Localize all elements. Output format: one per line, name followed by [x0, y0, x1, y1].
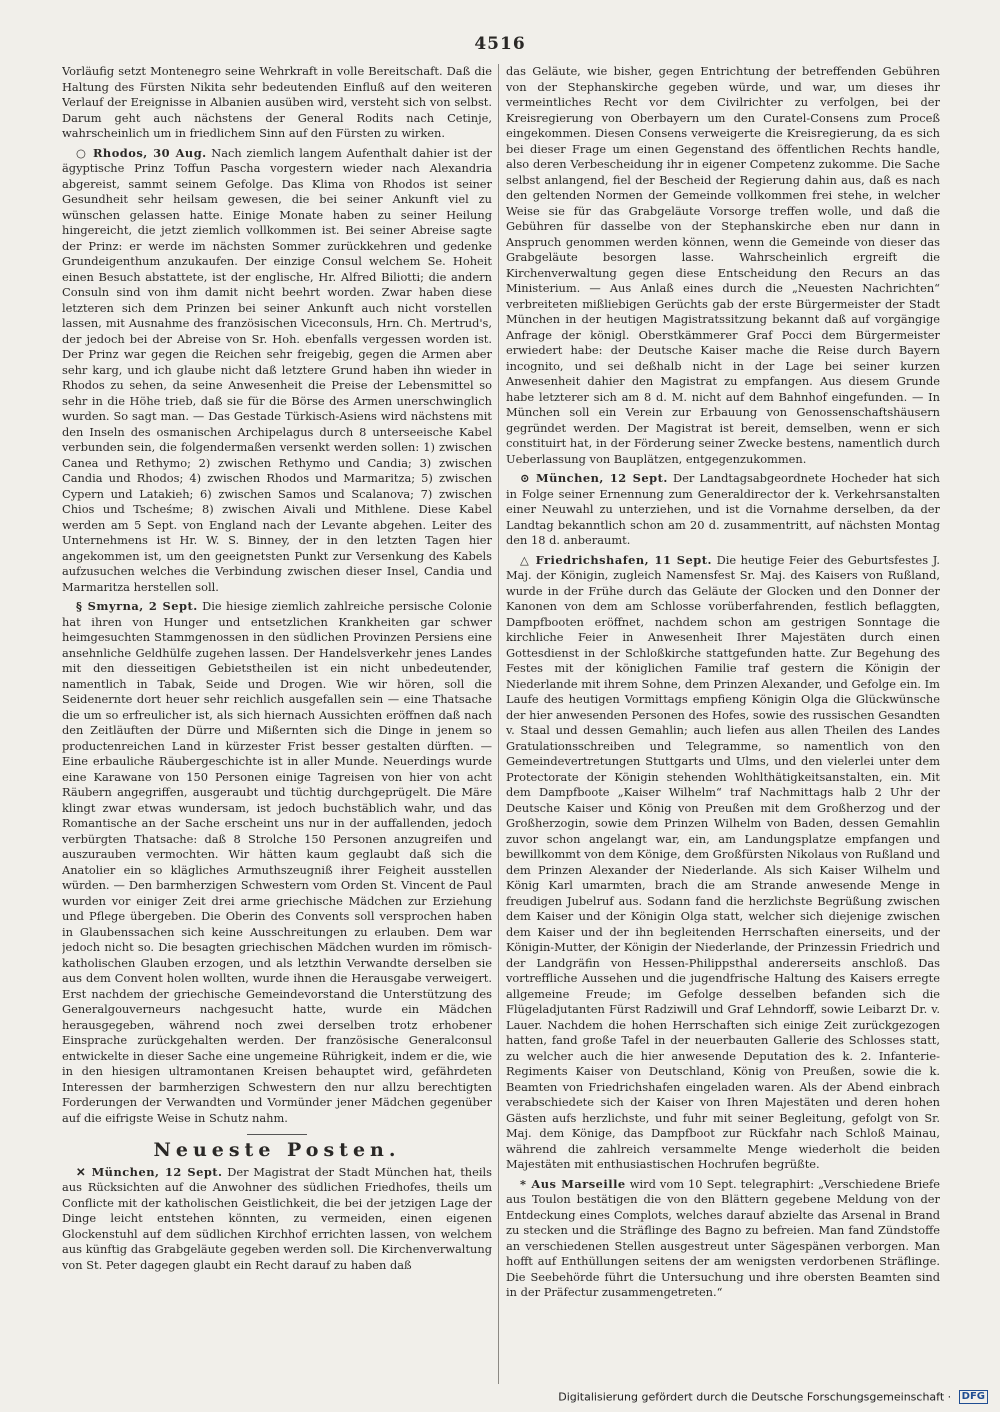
footer-credit: Digitalisierung gefördert durch die Deutsche Forschungsgemeinschaft · [558, 1390, 952, 1404]
dateline-smyrna: § Smyrna, 2 Sept. [76, 599, 198, 613]
article-rhodos [62, 146, 492, 596]
article-marseille [506, 1177, 940, 1301]
article-smyrna-text: Die hiesige ziemlich zahlreiche persische Colonie hat ihren von Hunger und entsetzlichen Krankheiten gar schwer heimgesuchten Stammgenossen in den südlichen Provinzen Persiens eine ansehnliche Geldhülfe zugehen lassen. Der Handelsverkehr jenes Landes mit den diesseitigen Gebietstheilen ist ein nicht unbedeutender, namentlich in Tabak, Seide und Drogen. Wie wir hören, soll die Seidenernte dort heuer sehr reichlich ausgefallen sein — eine Thatsache die um so erfreulicher ist, als sich hiernach Aussichten eröffnen daß nach den Zeitläuften der Dürre und Mißernten sich die Dinge in jenem so productenreichen Land in kürzester Frist besser gestalten dürften. — Eine erbauliche Räubergeschichte ist in aller Munde. Neuerdings wurde eine Karawane von 150 Personen einige Tagreisen von hier von acht Räubern angegriffen, ausgeraubt und tüchtig durchgeprügelt. Die Märe klingt zwar etwas wundersam, ist jedoch buchstäblich wahr, und das Romantische an der Sache erscheint uns nur in der auffallenden, jedoch verbürgten Thatsache: daß 8 Strolche 150 Personen anzugreifen und auszurauben vermochten. Wir hätten kaum geglaubt daß sich die Anatolier ein so klägliches Armuthszeugniß ihrer Feigheit ausstellen würden. — Den barmherzigen Schwestern vom Orden St. Vincent de Paul wurden vor einiger Zeit drei arme griechische Mädchen zur Erziehung und Pflege übergeben. Die Oberin des Convents soll versprochen haben in Glaubenssachen sich keine Ausschreitungen zu erlauben. Dem war jedoch nicht so. Die besagten griechischen Mädchen wurden im römisch-katholischen Glauben erzogen, und als letzthin Verwandte derselben sie aus dem Convent holen wollten, wurde ihnen die Herausgabe verweigert. Erst nachdem der griechische Gemeindevorstand die Unterstützung des Generalgouverneurs nachgesucht hatte, wurde ein Mädchen herausgegeben, während noch zwei derselben trotz erhobener Einsprache zurückgehalten werden. Der französische Generalconsul entwickelte in dieser Sache eine ungemeine Rührigkeit, indem er die, wie in den hiesigen ultramontanen Kreisen behauptet wird, gefährdeten Interessen der barmherzigen Schwestern den nur allzu berechtigten Forderungen der Verwandten und Vormünder jener Mädchen gegenüber auf die eifrigste Weise in Schutz nahm. [62, 599, 492, 1125]
article-rhodos-text: Nach ziemlich langem Aufenthalt dahier ist der ägyptische Prinz Toffun Pascha vorgestern wieder nach Alexandria abgereist, sammt seinem Gefolge. Das Klima von Rhodos ist seiner Gesundheit sehr heilsam gewesen, die bei seiner Ankunft viel zu wünschen gelassen hatte. Einige Monate haben zu seiner Heilung hingereicht, die jetzt ziemlich vollkommen ist. Bei seiner Abreise sagte der Prinz: er werde im nächsten Sommer zurückkehren und gedenke Grundeigenthum anzukaufen. Der einzige Consul welchem Se. Hoheit einen Besuch abstattete, ist der englische, Hr. Alfred Biliotti; die andern Consuln sind von ihm damit nicht beehrt worden. Zwar haben diese letzteren sich dem Prinzen bei seiner Ankunft auch nicht vorstellen lassen, mit Ausnahme des französischen Viceconsuls, Hrn. Ch. Mertrud's, der jedoch bei der Abreise von Sr. Hoh. ebenfalls vergessen worden ist. Der Prinz war gegen die Reichen sehr freigebig, gegen die Armen aber sehr karg, und ich glaube nicht daß letztere Grund haben ihn wieder in Rhodos zu sehen, da seine Anwesenheit die Preise der Lebensmittel so sehr in die Höhe trieb, daß sie für die Börse des Armen unerschwinglich wurden. So sagt man. — Das Gestade Türkisch-Asiens wird nächstens mit den Inseln des osmanischen Archipelagus durch 8 unterseeische Kabel verbunden sein, die folgendermaßen versenkt werden sollen: 1) zwischen Canea und Rethymo; 2) zwischen Rethymo und Candia; 3) zwischen Candia und Rhodos; 4) zwischen Rhodos und Marmaritza; 5) zwischen Cypern und Latakieh; 6) zwischen Samos und Scalanova; 7) zwischen Chios und Tscheśme; 8) zwischen Aivali und Mithlene. Diese Kabel werden am 5 Sept. von England nach der Levante abgehen. Leiter des Unternehmens ist Hr. W. S. Binney, der in den letzten Tagen hier angekommen ist, um den geeignetsten Punkt zur Versenkung des Kabels aufzusuchen welches die Verbindung zwischen dieser Insel, Candia und Marmaritza herstellen soll. [62, 145, 492, 594]
left-column [62, 64, 492, 1384]
dateline-rhodos: ○ Rhodos, 30 Aug. [76, 145, 207, 160]
dateline-marseille: * Aus Marseille [520, 1176, 626, 1191]
article-muenchen-2-text: Der Landtagsabgeordnete Hocheder hat sich in Folge seiner Ernennung zum Generaldirector der k. Verkehrsanstalten einer Neuwahl zu unterziehen, und ist die Vornahme derselben, da der Landtag bekanntlich schon am 20 d. zusammentritt, auf nächsten Montag den 18 d. anberaumt. [506, 471, 940, 547]
article-muenchen-continued: das Geläute, wie bisher, gegen Entrichtung der betreffenden Gebühren von der Stephanskirche gegeben würde, und war, um dieses ihr vermeintliches Recht vor dem Civilrichter zu verfolgen, bei der Kreisregierung von Oberbayern um den Curatel-Consens zum Proceß eingekommen. Diesen Consens verweigerte die Kreisregierung, da es sich bei dieser Frage um einen Gegenstand des öffentlichen Rechts handle, also deren Verbescheidung ihr in eigener Competenz zukomme. Die Sache selbst anlangend, fiel der Bescheid der Regierung dahin aus, daß es nach den geltenden Normen der Gemeinde vollkommen frei stehe, in welcher Weise sie für das Grabgeläute Vorsorge treffen wolle, und daß die Gebühren für dasselbe von der Stephanskirche eben nur dann in Anspruch genommen werden können, wenn die Gemeinde von dieser das Grabgeläute besorgen lasse. Wahrscheinlich ergreift die Kirchenverwaltung gegen diese Entscheidung den Recurs an das Ministerium. — Aus Anlaß eines durch die „Neuesten Nachrichten“ verbreiteten mißliebigen Gerüchts gab der erste Bürgermeister der Stadt München in der heutigen Magistratssitzung bekannt daß auf vorgängige Anfrage der königl. Oberstkämmerer Graf Pocci dem Bürgermeister erwiedert habe: der Deutsche Kaiser mache die Reise durch Bayern incognito, und sei deßhalb nicht in der Lage bei seiner kurzen Anwesenheit dahier den Magistrat zu empfangen. Aus diesem Grunde habe letzterer sich am 8 d. M. nicht auf dem Bahnhof eingefunden. — In München soll ein Verein zur Erbauung von Genossenschaftshäusern gegründet werden. Der Magistrat ist bereit, demselben, wenn er sich constituirt hat, in der Förderung seiner Zwecke bestens, namentlich durch Ueberlassung von Bauplätzen, entgegenzukommen. [506, 64, 940, 466]
section-heading: Neueste Posten. [153, 1139, 401, 1161]
section-divider [247, 1134, 307, 1135]
article-muenchen-text: Der Magistrat der Stadt München hat, theils aus Rücksichten auf die Anwohner des südlichen Friedhofes, theils um Conflicte mit der katholischen Geistlichkeit, die bei der jetzigen Lage der Dinge leicht entstehen könnten, zu vermeiden, einen eigenen Glockenstuhl auf dem südlichen Kirchhof errichten lassen, von welchem aus künftig das Grabgeläute gegeben werden soll. Die Kirchenverwaltung von St. Peter dagegen glaubt ein Recht darauf zu haben daß [62, 1164, 492, 1272]
article-marseille-text: wird vom 10 Sept. telegraphirt: „Verschiedene Briefe aus Toulon bestätigen die von den Blättern gegebene Meldung von der Entdeckung eines Complots, welches darauf abzielte das Arsenal in Brand zu stecken und die Sträflinge des Bagno zu befreien. Man fand Zündstoffe an verschiedenen Stellen ausgestreut unter Sägespänen verborgen. Man hofft auf Enthüllungen seitens der am wenigsten verdorbenen Sträflinge. Die Seebehörde führt die Untersuchung und ihre obersten Beamten sind in der Präfectur zusammengetreten.“ [506, 1176, 940, 1299]
column-divider [498, 64, 499, 1384]
article-friedrichshafen-text: Die heutige Feier des Geburtsfestes J. Maj. der Königin, zugleich Namensfest Sr. Maj. des Kaisers von Rußland, wurde in der Frühe durch das Geläute der Glocken und den Donner der Kanonen von dem am Schlosse vorüberfahrenden, festlich beflaggten, Dampfbooten eröffnet, nachdem schon am gestrigen Sonntage die kirchliche Feier in Anwesenheit Ihrer Majestäten durch einen Gottesdienst in der Schloßkirche stattgefunden hatte. Zur Begehung des Festes mit der königlichen Familie traf gestern die Königin der Niederlande mit ihrem Sohne, dem Prinzen Alexander, und Gefolge ein. Im Laufe des heutigen Vormittags empfieng Königin Olga die Glückwünsche der hier anwesenden Personen des Hofes, sowie des russischen Gesandten v. Staal und dessen Gemahlin; auch liefen aus allen Theilen des Landes Gratulationsschreiben und Telegramme, so namentlich von den Gemeindevertretungen Stuttgarts und Ulms, und den vielerlei unter dem Protectorate der Königin stehenden Wohlthätigkeitsanstalten, ein. Mit dem Dampfboote „Kaiser Wilhelm“ traf Nachmittags halb 2 Uhr der Deutsche Kaiser und König von Preußen mit dem Großherzog und der Großherzogin, sowie dem Prinzen Wilhelm von Baden, dessen Gemahlin zuvor schon angelangt war, ein, am Landungsplatze empfangen und bewillkommt von dem Könige, dem Großfürsten Nikolaus von Rußland und dem Prinzen Alexander der Niederlande. Als sich Kaiser Wilhelm und König Karl umarmten, brach die am Strande anwesende Menge in freudigen Jubelruf aus. Sodann fand die herzlichste Begrüßung zwischen dem Kaiser und der Königin Olga statt, welcher sich diejenige zwischen dem Kaiser und der ihn begleitenden Herrschaften einerseits, und der Königin-Mutter, der Königin der Niederlande, der Prinzessin Friedrich und der Landgräfin von Hessen-Philippsthal andererseits anschloß. Das vortreffliche Aussehen und die jugendfrische Haltung des Kaisers erregte allgemeine Freude; im Gefolge desselben befanden sich die Flügeladjutanten Fürst Radziwill und Graf Lehndorff, sowie Leibarzt Dr. v. Lauer. Nachdem die hohen Herrschaften sich einige Zeit zurückgezogen hatten, fand große Tafel in der neuerbauten Gallerie des Schlosses statt, zu welcher auch die hier anwesende Deputation des k. 2. Infanterie-Regiments Kaiser von Deutschland, König von Preußen, sowie die k. Beamten von Friedrichshafen eingeladen waren. Als der Abend einbrach verabschiedete sich der Kaiser von Ihren Majestäten und deren hohen Gästen aufs herzlichste, und fuhr mit seiner Begleitung, gefolgt von Sr. Maj. dem Könige, das Dampfboot zur Rückfahr nach Schloß Mainau, während die zahlreich versammelte Menge wiederholt die beiden Majestäten mit enthusiastischen Hochrufen begrüßte. [506, 552, 940, 1171]
article-montenegro: Vorläufig setzt Montenegro seine Wehrkraft in volle Bereitschaft. Daß die Haltung des Fürsten Nikita sehr bedeutenden Einfluß auf den weiteren Verlauf der Ereignisse in Albanien ausüben wird, versteht sich von selbst. Darum geht auch nächstens der General Rodits nach Cetinje, wahrscheinlich um in friedlichem Sinn auf den Fürsten zu wirken. [62, 64, 492, 140]
right-column [506, 64, 940, 1384]
dateline-muenchen: ✕ München, 12 Sept. [76, 1164, 223, 1179]
article-friedrichshafen [506, 553, 940, 1173]
page-number: 4516 [474, 34, 526, 54]
article-smyrna [62, 599, 492, 1126]
dateline-friedrichshafen: △ Friedrichshafen, 11 Sept. [520, 552, 712, 567]
dateline-muenchen-2: ⊙ München, 12 Sept. [520, 471, 668, 485]
digitization-footer [0, 1390, 1000, 1412]
dfg-logo-icon: DFG [959, 1390, 988, 1404]
article-muenchen [62, 1165, 492, 1274]
article-muenchen-2 [506, 471, 940, 549]
